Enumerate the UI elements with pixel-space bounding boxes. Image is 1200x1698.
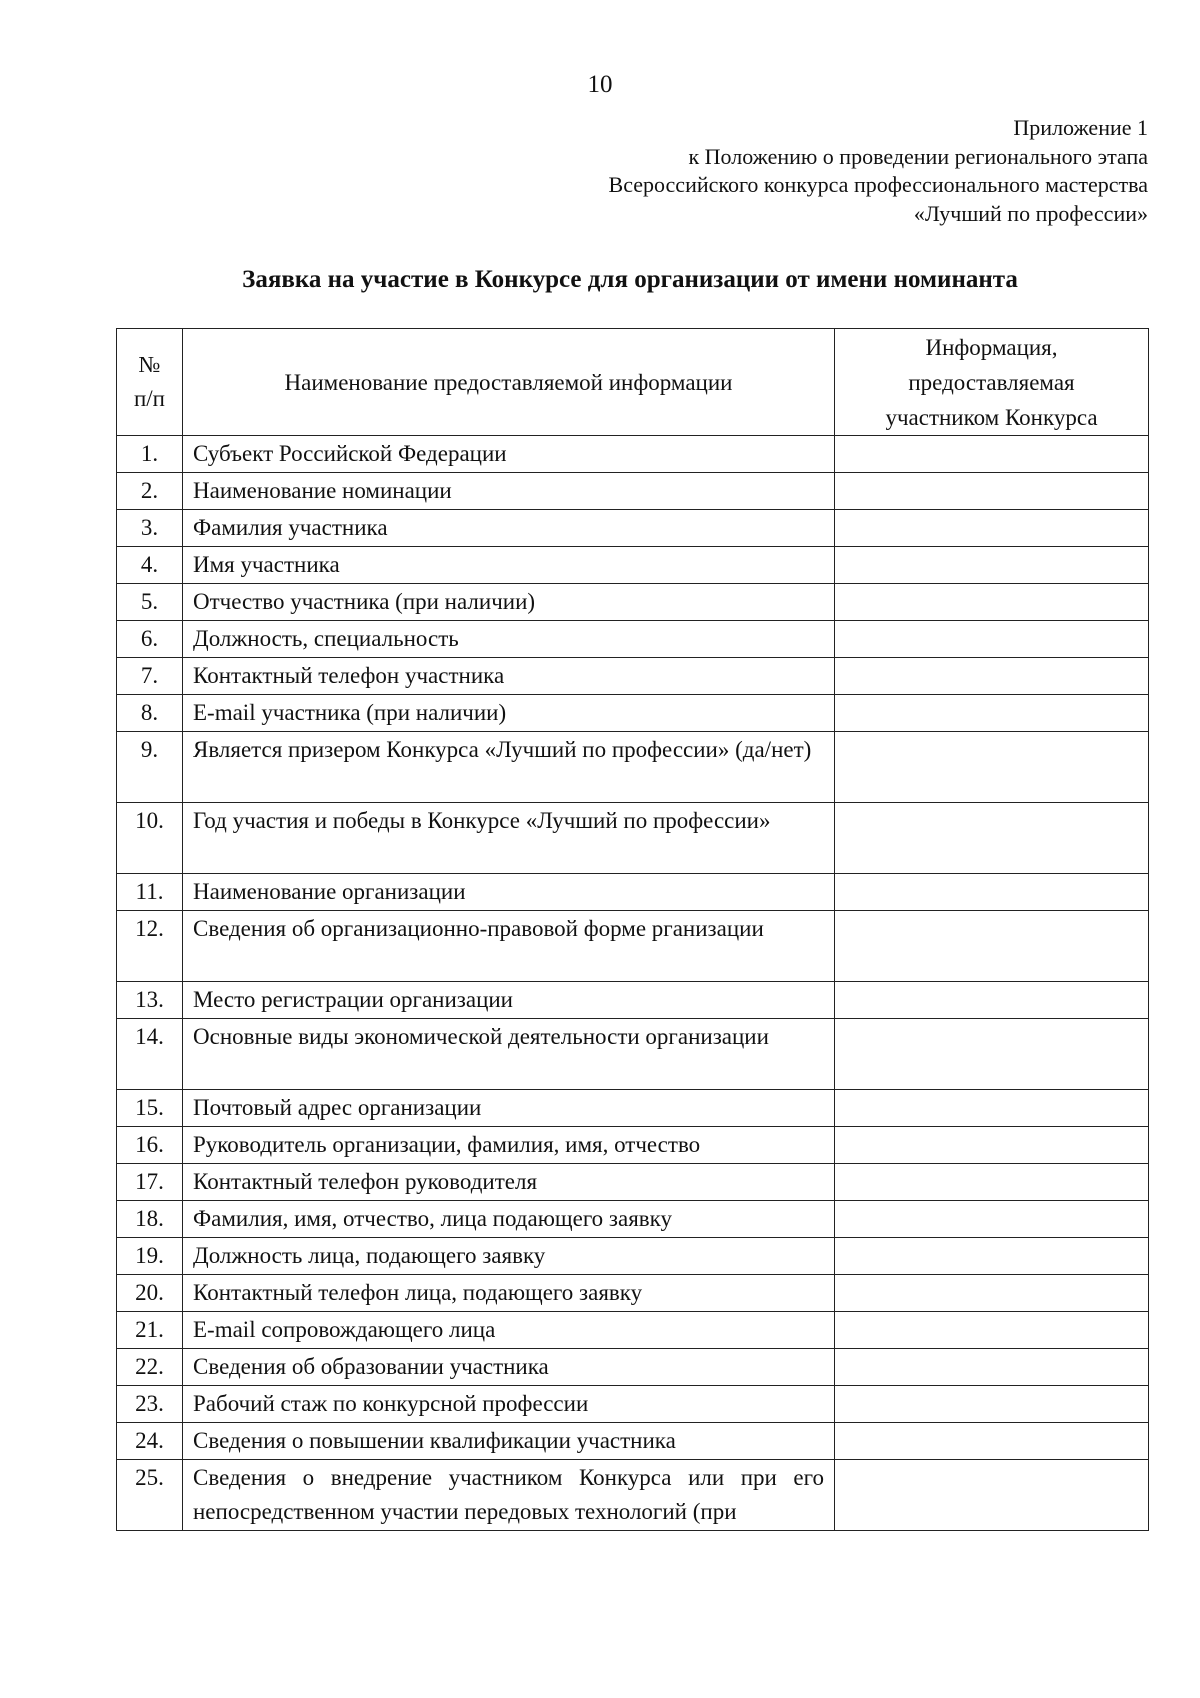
row-info-field[interactable] bbox=[835, 1349, 1149, 1386]
header-info-line-3: участником Конкурса bbox=[885, 404, 1098, 430]
row-info-field[interactable] bbox=[835, 1164, 1149, 1201]
header-number-line-2: п/п bbox=[133, 386, 165, 411]
header-number-line-1: № bbox=[138, 352, 161, 377]
row-item-name: Сведения об организационно-правовой форме рганизации bbox=[183, 911, 835, 982]
row-info-field[interactable] bbox=[835, 1423, 1149, 1460]
row-item-name: Отчество участника (при наличии) bbox=[183, 584, 835, 621]
row-number: 5. bbox=[117, 584, 183, 621]
table-row bbox=[117, 1349, 1149, 1386]
row-number: 19. bbox=[117, 1238, 183, 1275]
row-info-field[interactable] bbox=[835, 584, 1149, 621]
appendix-line-4: «Лучший по профессии» bbox=[913, 200, 1148, 226]
table-row bbox=[117, 803, 1149, 874]
row-number: 8. bbox=[117, 695, 183, 732]
row-number: 13. bbox=[117, 982, 183, 1019]
row-info-field[interactable] bbox=[835, 510, 1149, 547]
row-number: 11. bbox=[117, 874, 183, 911]
row-info-field[interactable] bbox=[835, 621, 1149, 658]
row-info-field[interactable] bbox=[835, 1201, 1149, 1238]
header-info-line-2: предоставляемая bbox=[908, 369, 1075, 395]
row-item-name: Является призером Конкурса «Лучший по профессии» (да/нет) bbox=[183, 732, 835, 803]
row-item-name: Субъект Российской Федерации bbox=[183, 436, 835, 473]
table-row bbox=[117, 1201, 1149, 1238]
table-row bbox=[117, 621, 1149, 658]
row-number: 3. bbox=[117, 510, 183, 547]
row-item-name: Фамилия, имя, отчество, лица подающего заявку bbox=[183, 1201, 835, 1238]
row-info-field[interactable] bbox=[835, 1460, 1149, 1531]
row-item-name: Контактный телефон руководителя bbox=[183, 1164, 835, 1201]
row-item-name: Должность лица, подающего заявку bbox=[183, 1238, 835, 1275]
row-number: 1. bbox=[117, 436, 183, 473]
page-number: 10 bbox=[587, 71, 613, 98]
row-item-name: Руководитель организации, фамилия, имя, отчество bbox=[183, 1127, 835, 1164]
row-item-name: Место регистрации организации bbox=[183, 982, 835, 1019]
table-row bbox=[117, 1090, 1149, 1127]
row-number: 12. bbox=[117, 911, 183, 982]
table-row bbox=[117, 1275, 1149, 1312]
row-number: 24. bbox=[117, 1423, 183, 1460]
row-item-name: Сведения о внедрение участником Конкурса или при его непосредственном участии передовых технологий (при bbox=[183, 1460, 835, 1531]
row-number: 16. bbox=[117, 1127, 183, 1164]
row-item-name: Сведения об образовании участника bbox=[183, 1349, 835, 1386]
row-info-field[interactable] bbox=[835, 1275, 1149, 1312]
table-row bbox=[117, 584, 1149, 621]
row-info-field[interactable] bbox=[835, 982, 1149, 1019]
row-info-field[interactable] bbox=[835, 695, 1149, 732]
row-number: 21. bbox=[117, 1312, 183, 1349]
row-item-name: Основные виды экономической деятельности организации bbox=[183, 1019, 835, 1090]
row-info-field[interactable] bbox=[835, 473, 1149, 510]
row-item-name: Имя участника bbox=[183, 547, 835, 584]
row-number: 10. bbox=[117, 803, 183, 874]
table-row bbox=[117, 473, 1149, 510]
table-row bbox=[117, 874, 1149, 911]
row-number: 7. bbox=[117, 658, 183, 695]
row-item-name: E-mail участника (при наличии) bbox=[183, 695, 835, 732]
document-title: Заявка на участие в Конкурсе для организации от имени номинанта bbox=[242, 266, 1018, 293]
header-number bbox=[117, 329, 183, 436]
row-number: 6. bbox=[117, 621, 183, 658]
row-info-field[interactable] bbox=[835, 1386, 1149, 1423]
table-row bbox=[117, 911, 1149, 982]
row-item-name: Почтовый адрес организации bbox=[183, 1090, 835, 1127]
table-row bbox=[117, 732, 1149, 803]
row-item-name: E-mail сопровождающего лица bbox=[183, 1312, 835, 1349]
row-info-field[interactable] bbox=[835, 1090, 1149, 1127]
appendix-line-1: Приложение 1 bbox=[1013, 115, 1148, 140]
table-row bbox=[117, 1460, 1149, 1531]
row-info-field[interactable] bbox=[835, 547, 1149, 584]
appendix-line-3: Всероссийского конкурса профессионального мастерства bbox=[608, 172, 1148, 197]
row-item-name: Год участия и победы в Конкурсе «Лучший по профессии» bbox=[183, 803, 835, 874]
row-item-name: Сведения о повышении квалификации участника bbox=[183, 1423, 835, 1460]
table-row bbox=[117, 1019, 1149, 1090]
row-number: 2. bbox=[117, 473, 183, 510]
row-item-name: Должность, специальность bbox=[183, 621, 835, 658]
row-item-name: Фамилия участника bbox=[183, 510, 835, 547]
header-info bbox=[835, 329, 1149, 436]
header-info-line-1: Информация, bbox=[925, 334, 1058, 360]
row-number: 4. bbox=[117, 547, 183, 584]
row-info-field[interactable] bbox=[835, 658, 1149, 695]
row-info-field[interactable] bbox=[835, 803, 1149, 874]
row-info-field[interactable] bbox=[835, 1019, 1149, 1090]
row-info-field[interactable] bbox=[835, 1127, 1149, 1164]
row-number: 20. bbox=[117, 1275, 183, 1312]
table-row bbox=[117, 695, 1149, 732]
row-info-field[interactable] bbox=[835, 436, 1149, 473]
table-row bbox=[117, 436, 1149, 473]
table-header-row bbox=[117, 329, 1149, 436]
header-name: Наименование предоставляемой информации bbox=[183, 329, 835, 436]
row-item-name: Наименование номинации bbox=[183, 473, 835, 510]
table-row bbox=[117, 1386, 1149, 1423]
application-table bbox=[116, 328, 1149, 1531]
row-number: 17. bbox=[117, 1164, 183, 1201]
row-number: 22. bbox=[117, 1349, 183, 1386]
table-row bbox=[117, 1423, 1149, 1460]
table-row bbox=[117, 1164, 1149, 1201]
row-info-field[interactable] bbox=[835, 874, 1149, 911]
row-number: 15. bbox=[117, 1090, 183, 1127]
row-info-field[interactable] bbox=[835, 1312, 1149, 1349]
row-info-field[interactable] bbox=[835, 732, 1149, 803]
table-row bbox=[117, 510, 1149, 547]
row-item-name: Наименование организации bbox=[183, 874, 835, 911]
row-number: 23. bbox=[117, 1386, 183, 1423]
row-info-field[interactable] bbox=[835, 911, 1149, 982]
row-number: 18. bbox=[117, 1201, 183, 1238]
row-number: 14. bbox=[117, 1019, 183, 1090]
appendix-line-2: к Положению о проведении регионального этапа bbox=[688, 143, 1148, 169]
appendix-reference bbox=[609, 114, 1148, 228]
row-number: 25. bbox=[117, 1460, 183, 1531]
table-row bbox=[117, 1312, 1149, 1349]
table-row bbox=[117, 1127, 1149, 1164]
table-row bbox=[117, 1238, 1149, 1275]
row-info-field[interactable] bbox=[835, 1238, 1149, 1275]
table-row bbox=[117, 658, 1149, 695]
table-row bbox=[117, 982, 1149, 1019]
row-item-name: Контактный телефон участника bbox=[183, 658, 835, 695]
table-row bbox=[117, 547, 1149, 584]
row-number: 9. bbox=[117, 732, 183, 803]
row-item-name: Рабочий стаж по конкурсной профессии bbox=[183, 1386, 835, 1423]
row-item-name: Контактный телефон лица, подающего заявку bbox=[183, 1275, 835, 1312]
